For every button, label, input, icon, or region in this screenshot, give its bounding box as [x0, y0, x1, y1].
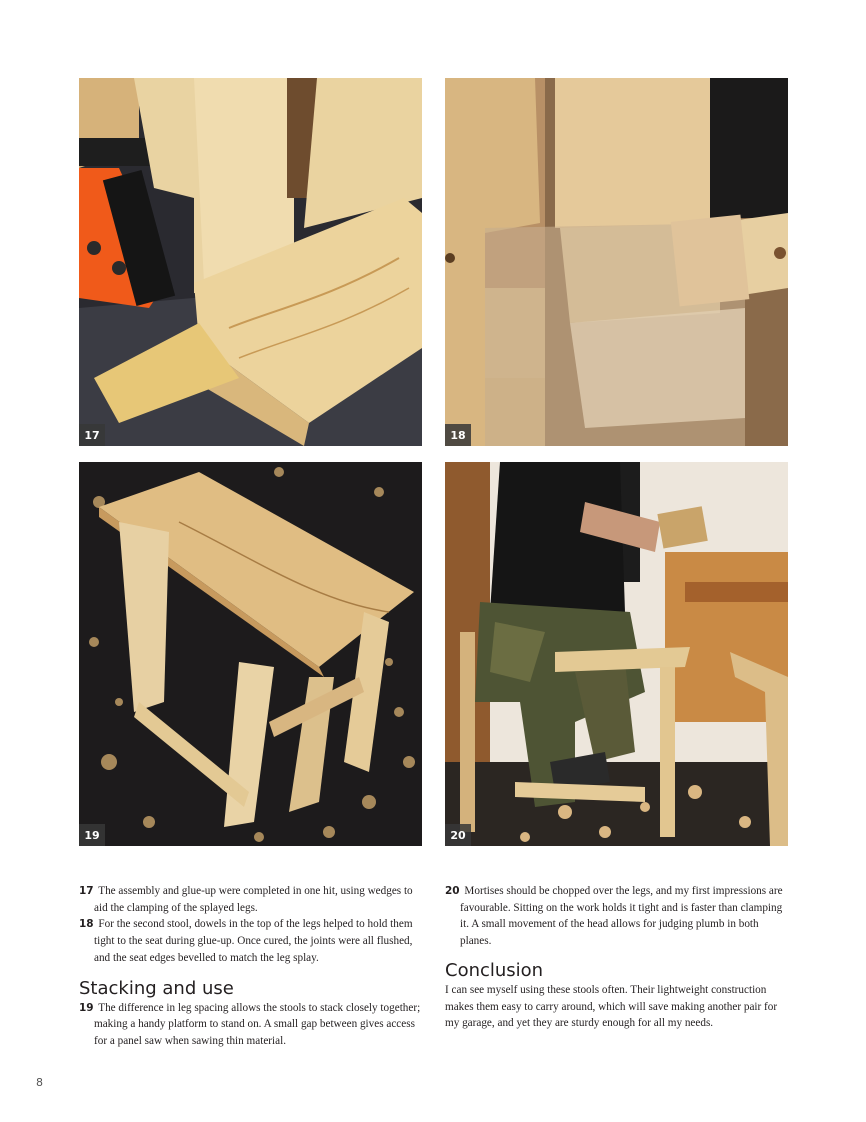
right-text-column — [445, 883, 790, 1032]
caption-18 — [79, 916, 424, 966]
caption-text: Mortises should be chopped over the legs, and my first impressions are favourable. Sitting on the work holds it tight and is faster than clamping it. A small movement of the head allows for judging plumb in both planes. — [460, 885, 783, 948]
caption-19 — [79, 1000, 424, 1050]
glue-up-clamp-image — [79, 78, 422, 446]
caption-text: The assembly and glue-up were completed in one hit, using wedges to aid the clamping of the splayed legs. — [94, 885, 413, 914]
caption-number: 19 — [79, 1001, 94, 1014]
stacked-stools-image — [79, 462, 422, 846]
photo-number-badge: 18 — [445, 424, 471, 446]
mortise-joint-image — [445, 78, 788, 446]
caption-number: 18 — [79, 918, 94, 931]
photo-17 — [79, 78, 422, 446]
page-number: 8 — [36, 1076, 43, 1089]
photo-number-badge: 20 — [445, 824, 471, 846]
caption-number: 20 — [445, 885, 460, 897]
section-heading-conclusion: Conclusion — [445, 959, 544, 981]
photo-number-badge: 17 — [79, 424, 105, 446]
caption-17 — [79, 883, 424, 916]
caption-text: For the second stool, dowels in the top of the legs helped to hold them tight to the seat during glue-up. Once cured, the joints were all flushed, and the seat edges bevelled to match the leg splay. — [94, 918, 413, 964]
chopping-mortise-image — [445, 462, 788, 846]
photo-20 — [445, 462, 788, 846]
conclusion-paragraph: I can see myself using these stools often. Their lightweight construction makes them easy to carry around, which will save making another pair for my garage, and yet they are sturdy enough for all my needs. — [445, 983, 778, 1030]
photo-18 — [445, 78, 788, 446]
photo-number-badge: 19 — [79, 824, 105, 846]
photo-19 — [79, 462, 422, 846]
caption-20 — [445, 883, 790, 950]
caption-number: 17 — [79, 885, 94, 897]
caption-text: The difference in leg spacing allows the stools to stack closely together; making a handy platform to stand on. A small gap between gives access for a panel saw when sawing thin material. — [94, 1001, 421, 1047]
left-text-column — [79, 883, 424, 1050]
section-heading-stacking: Stacking and use — [79, 977, 234, 999]
